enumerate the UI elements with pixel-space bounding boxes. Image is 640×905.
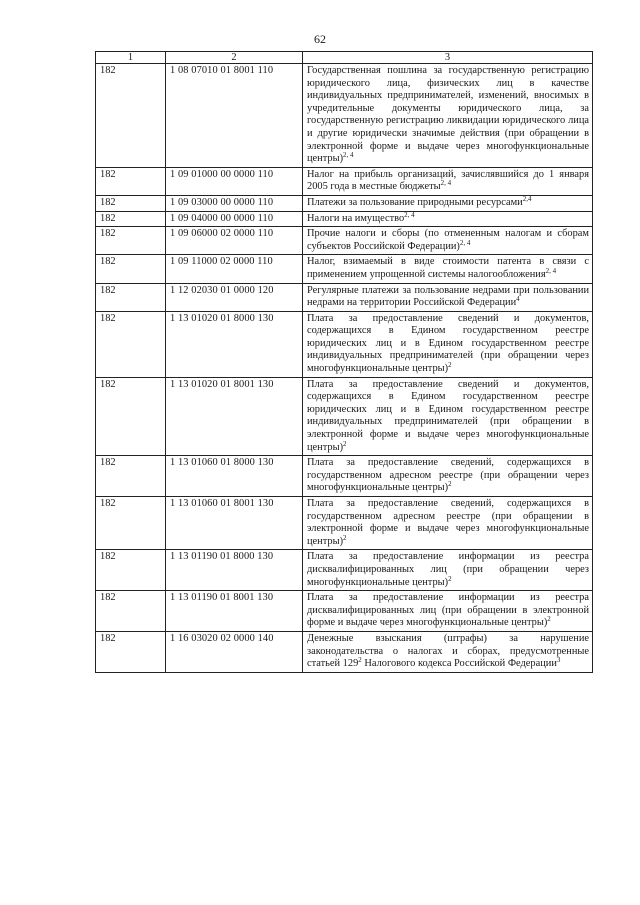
description-text-tail: Налогового кодекса Российской Федерации [361,658,557,670]
budget-classification-code-cell: 1 13 01190 01 8000 130 [166,550,303,591]
income-description-cell [303,227,593,255]
description-text: Налог, взимаемый в виде стоимости патента в связи с применением упрощенной системы налогообложения [307,256,589,280]
income-description-cell [303,550,593,591]
table-row [96,550,593,591]
income-description-cell [303,591,593,632]
budget-classification-code-cell: 1 09 03000 00 0000 110 [166,195,303,211]
footnote-reference: 2, 4 [545,266,557,275]
description-text: Плата за предоставление информации из реестра дисквалифицированных лиц (при обращении в электронной форме и выдаче через многофункциональные центры) [307,592,589,629]
admin-code-cell: 182 [96,195,166,211]
budget-classification-code-cell: 1 13 01060 01 8001 130 [166,497,303,550]
description-text: Государственная пошлина за государственную регистрацию юридического лица, физических лиц в качестве индивидуальных предпринимателей, изменений, вносимых в учредительные документы юридического лица, за государственную регистрацию ликвидации юридического лица и другие юридически значимые действия (при обращении в электронной форме и выдаче через многофункциональные центры) [307,65,589,165]
budget-classification-code-cell: 1 08 07010 01 8001 110 [166,64,303,168]
table-row [96,456,593,497]
footnote-reference: 2 [448,480,452,489]
description-text: Денежные взыскания (штрафы) за нарушение законодательства о налогах и сборах, предусмотренные статьей 129 [307,632,589,670]
description-text: Регулярные платежи за пользование недрами при пользовании недрами на территории Российской Федерации [307,284,589,309]
column-header-description: 3 [303,52,593,64]
table-row [96,255,593,283]
footnote-reference: 2, 4 [459,238,471,247]
income-description-cell [303,377,593,456]
income-description-cell [303,211,593,227]
admin-code-cell: 182 [96,227,166,255]
table-header-row [96,52,593,64]
description-text: Плата за предоставление сведений, содержащихся в государственном адресном реестре (при обращении в электронной форме и выдаче через многофункциональные центры) [307,498,589,547]
table-row [96,283,593,311]
income-description-cell [303,255,593,283]
table-row [96,227,593,255]
budget-classification-code-cell: 1 09 04000 00 0000 110 [166,211,303,227]
income-description-cell [303,311,593,377]
column-header-code: 2 [166,52,303,64]
footnote-reference: 2 [343,439,347,448]
income-description-cell [303,195,593,211]
admin-code-cell: 182 [96,456,166,497]
description-text: Платежи за пользование природными ресурсами [307,196,523,208]
budget-classification-code-cell: 1 13 01020 01 8000 130 [166,311,303,377]
footnote-reference: 2, 4 [440,179,452,188]
footnote-reference: 4 [516,295,520,304]
footnote-reference: 2, 4 [404,210,415,219]
description-text: Прочие налоги и сборы (по отмененным налогам и сборам субъектов Российской Федерации) [307,228,589,252]
income-description-cell [303,167,593,195]
budget-classification-code-cell: 1 09 11000 02 0000 110 [166,255,303,283]
admin-code-cell: 182 [96,255,166,283]
description-text: Плата за предоставление сведений, содержащихся в государственном адресном реестре (при обращении через многофункциональные центры) [307,457,589,494]
budget-classification-code-cell: 1 12 02030 01 0000 120 [166,283,303,311]
admin-code-cell: 182 [96,283,166,311]
footnote-reference: 2,4 [522,194,532,203]
budget-classification-code-cell: 1 09 06000 02 0000 110 [166,227,303,255]
admin-code-cell: 182 [96,64,166,168]
income-description-cell [303,283,593,311]
footnote-reference: 3 [556,656,561,665]
admin-code-cell: 182 [96,311,166,377]
budget-classification-code-cell: 1 09 01000 00 0000 110 [166,167,303,195]
income-description-cell [303,631,593,672]
footnote-reference: 2, 4 [343,151,354,160]
description-text: Плата за предоставление сведений и документов, содержащихся в Едином государственном реестре юридических лиц и в Едином государственном реестре индивидуальных предпринимателей (при обращении в электронной форме и выдаче через многофункциональные центры) [307,378,589,453]
income-description-cell [303,64,593,168]
budget-classification-code-cell: 1 13 01020 01 8001 130 [166,377,303,456]
admin-code-cell: 182 [96,591,166,632]
admin-code-cell: 182 [96,167,166,195]
budget-classification-code-cell: 1 13 01060 01 8000 130 [166,456,303,497]
footnote-reference: 2 [343,533,347,542]
admin-code-cell: 182 [96,497,166,550]
description-text: Плата за предоставление сведений и документов, содержащихся в Едином государственном реестре юридических лиц и в Едином государственном реестре индивидуальных предпринимателей (при обращении через многофункциональные центры) [307,312,589,375]
budget-classification-code-cell: 1 13 01190 01 8001 130 [166,591,303,632]
admin-code-cell: 182 [96,550,166,591]
table-row [96,377,593,456]
table-row [96,591,593,632]
description-text: Налог на прибыль организаций, зачислявшийся до 1 января 2005 года в местные бюджеты [307,168,589,193]
footnote-reference: 2 [547,615,551,624]
page-number: 62 [314,32,326,46]
admin-code-cell: 182 [96,377,166,456]
income-description-cell [303,497,593,550]
income-description-cell [303,456,593,497]
budget-codes-table [95,51,593,673]
admin-code-cell: 182 [96,631,166,672]
admin-code-cell: 182 [96,211,166,227]
footnote-reference: 2 [448,574,452,583]
footnote-reference: 2 [448,361,452,370]
table-row [96,211,593,227]
column-header-admin: 1 [96,52,166,64]
table-row [96,311,593,377]
description-text: Плата за предоставление информации из реестра дисквалифицированных лиц (при обращении через многофункциональные центры) [307,551,589,588]
table-row [96,631,593,672]
table-row [96,167,593,195]
budget-classification-code-cell: 1 16 03020 02 0000 140 [166,631,303,672]
table-row [96,64,593,168]
article-superscript: 2 [358,656,362,665]
table-row [96,497,593,550]
table-row [96,195,593,211]
description-text: Налоги на имущество [307,212,405,224]
